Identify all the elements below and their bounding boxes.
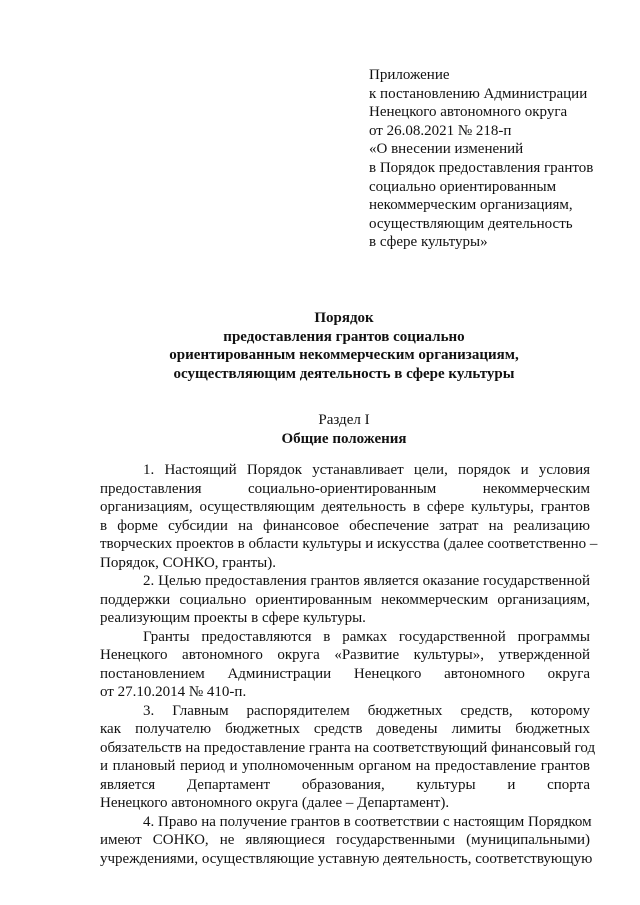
section-heading — [96, 411, 592, 448]
paragraph — [100, 572, 590, 628]
paragraph — [100, 628, 590, 702]
appendix-line: Приложение — [369, 67, 450, 83]
appendix-line: к постановлению Администрации — [369, 85, 588, 102]
paragraph-line: Гранты предоставляются в рамках государственной программы — [143, 628, 590, 645]
appendix-header — [369, 66, 619, 252]
paragraph — [100, 702, 596, 813]
appendix-line: осуществляющим деятельность — [369, 215, 573, 232]
appendix-line: в сфере культуры» — [369, 234, 488, 251]
appendix-line: социально ориентированным — [369, 178, 557, 195]
paragraph-line: Ненецкого автономного округа (далее – Департамент). — [100, 795, 450, 811]
title-line: Порядок — [314, 310, 374, 326]
paragraph-line: реализующим проекты в сфере культуры. — [100, 610, 366, 626]
section-number: Раздел I — [318, 412, 370, 428]
paragraph-line: обязательств на предоставление гранта на соответствующий финансовый год — [100, 739, 596, 756]
paragraph-line: и плановый период и уполномоченным органом на предоставление грантов — [100, 758, 590, 774]
appendix-line: некоммерческим организациям, — [369, 197, 573, 214]
appendix-line: «О внесении изменений — [369, 141, 524, 158]
appendix-line: от 26.08.2021 № 218-п — [369, 122, 512, 139]
paragraph-line: от 27.10.2014 № 410-п. — [100, 684, 247, 700]
appendix-line: Ненецкого автономного округа — [369, 104, 568, 121]
paragraph-line: является Департамент образования, культуры и спорта — [100, 776, 590, 793]
paragraph-line: имеют СОНКО, не являющиеся государственными (муниципальными) — [100, 832, 590, 848]
paragraph-line: творческих проектов в области культуры и искусства (далее соответственно – — [100, 536, 598, 552]
paragraph-line: 4. Право на получение грантов в соответствии с настоящим Порядком — [143, 813, 592, 830]
paragraph-line: Ненецкого автономного округа «Развитие культуры», утвержденной — [100, 647, 590, 663]
paragraph-line: 1. Настоящий Порядок устанавливает цели, порядок и условия — [143, 462, 590, 478]
title-line: предоставления грантов социально — [223, 328, 465, 345]
paragraph-line: организациям, осуществляющим деятельность в сфере культуры, грантов — [100, 499, 590, 515]
paragraph — [100, 813, 593, 869]
paragraph-line: поддержки социально ориентированным некоммерческим организациям, — [100, 591, 590, 608]
paragraph-line: Порядок, СОНКО, гранты). — [100, 554, 277, 571]
section-name: Общие положения — [281, 430, 407, 447]
paragraph — [100, 461, 598, 572]
paragraph-line: предоставления социально-ориентированным некоммерческим — [100, 480, 590, 497]
paragraph-line: учреждениями, осуществляющие уставную деятельность, соответствующую — [100, 850, 593, 867]
title-line: осуществляющим деятельность в сфере культуры — [173, 365, 515, 382]
paragraph-line: постановлением Администрации Ненецкого автономного округа — [100, 665, 590, 682]
appendix-line: в Порядок предоставления грантов — [369, 159, 594, 176]
document-body — [100, 461, 598, 868]
paragraph-line: 2. Целью предоставления грантов является оказание государственной — [143, 573, 590, 589]
paragraph-line: 3. Главным распорядителем бюджетных средств, которому — [143, 702, 590, 719]
paragraph-line: как получателю бюджетных средств доведены лимиты бюджетных — [100, 721, 590, 737]
document-title — [96, 309, 592, 383]
title-line: ориентированным некоммерческим организациям, — [169, 347, 519, 363]
paragraph-line: в форме субсидии на финансовое обеспечение затрат на реализацию — [100, 517, 590, 534]
